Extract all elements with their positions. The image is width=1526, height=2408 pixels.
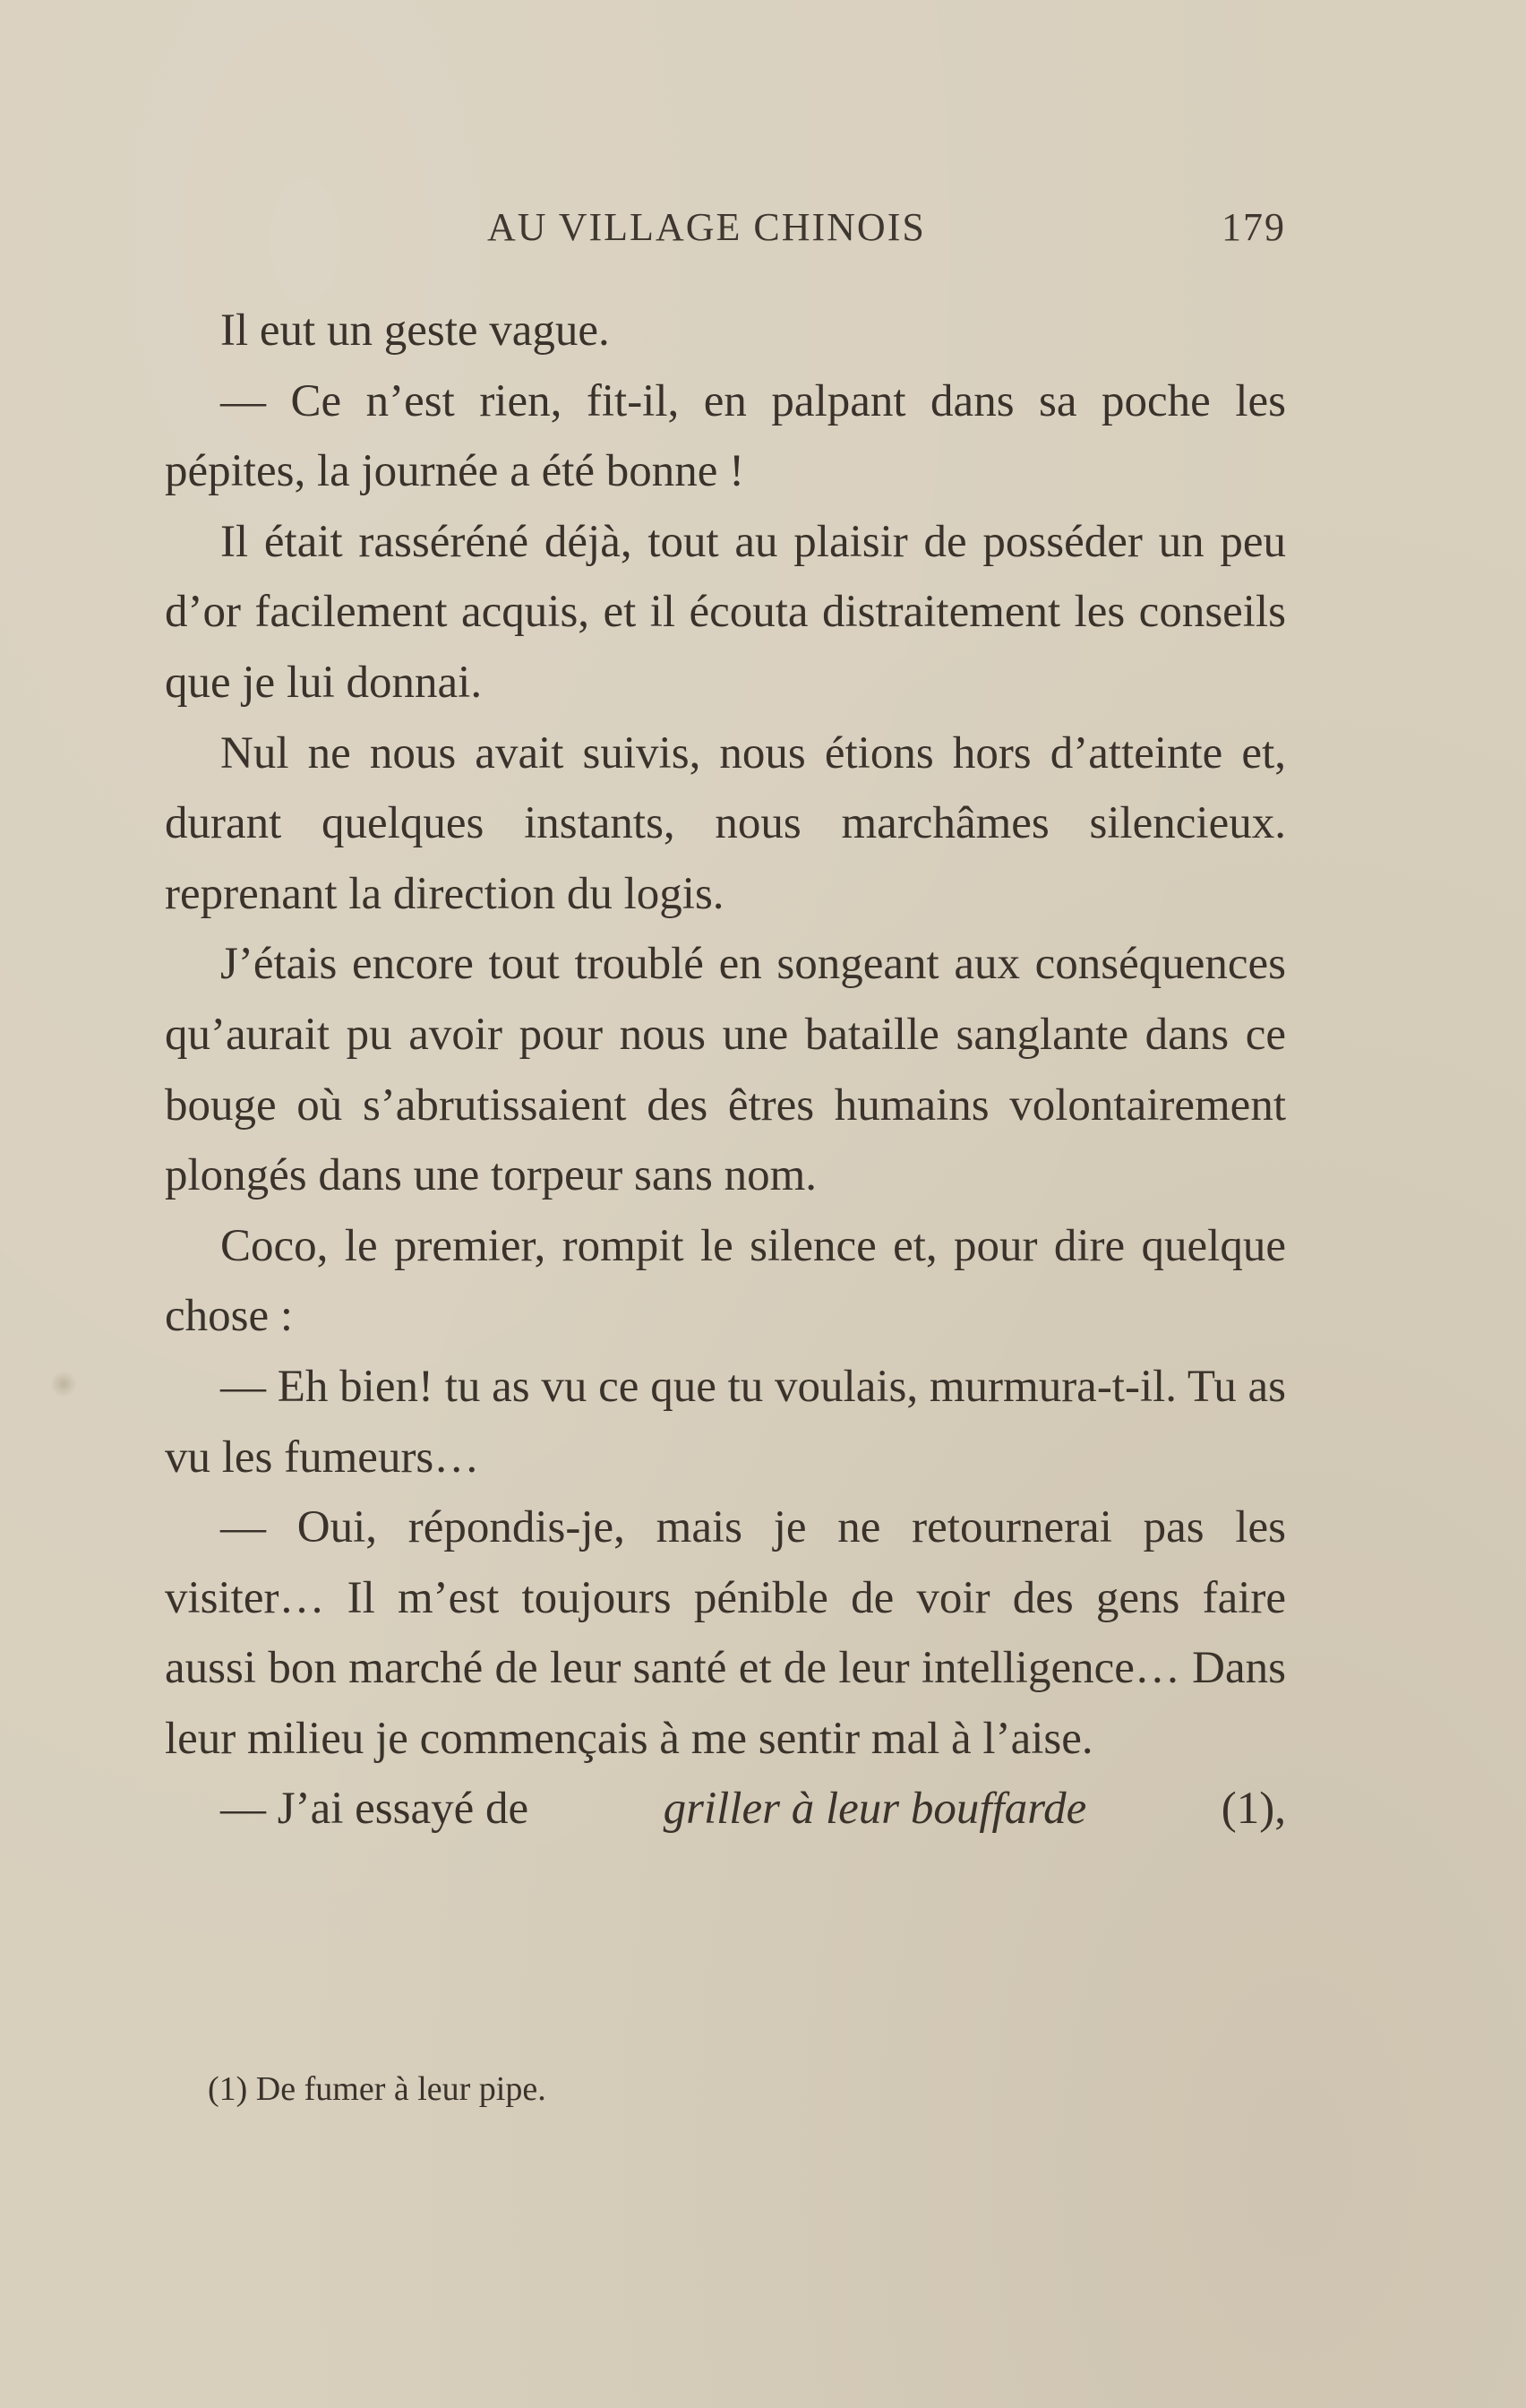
paragraph: Coco, le premier, rompit le silence et, pour dire quelque chose : xyxy=(165,1220,1286,1342)
page-number: 179 xyxy=(1222,205,1286,249)
running-head: AU VILLAGE CHINOIS xyxy=(487,205,926,249)
paper-stain xyxy=(50,1371,77,1398)
paragraph: J’étais encore tout troublé en songeant aux conséquences qu’aurait pu avoir pour nous une bataille sanglante dans ce bouge où s’abrutissaient des êtres humains volontairement plongés dans une torpeur sans nom. xyxy=(165,939,1286,1201)
body-text xyxy=(165,296,1286,1845)
paragraph: Il eut un geste vague. xyxy=(220,305,610,356)
paragraph: — Eh bien! tu as vu ce que tu voulais, murmura-t-il. Tu as vu les fumeurs… xyxy=(165,1361,1286,1483)
last-line-lead: — J’ai essayé de xyxy=(220,1784,529,1835)
last-line xyxy=(165,1774,1286,1845)
footnote: (1) De fumer à leur pipe. xyxy=(208,2070,546,2108)
paragraph: — Oui, répondis-je, mais je ne retournerai pas les visiter… Il m’est toujours pénible de voir des gens faire aussi bon marché de leur santé et de leur intelligence… Dans leur milieu je commençais à me sentir mal à l’aise. xyxy=(165,1502,1286,1764)
last-line-italic: griller à leur bouffarde xyxy=(663,1784,1087,1835)
paragraph: Il était rasséréné déjà, tout au plaisir de posséder un peu d’or facilement acquis, et il écouta distraitement les conseils que je lui donnai. xyxy=(165,516,1286,708)
paragraph: — Ce n’est rien, fit-il, en palpant dans sa poche les pépites, la journée a été bonne ! xyxy=(165,375,1286,497)
footnote-reference: (1), xyxy=(1221,1784,1286,1835)
page-header xyxy=(165,204,1286,258)
paragraph: Nul ne nous avait suivis, nous étions hors d’atteinte et, durant quelques instants, nous marchâmes silencieux. reprenant la direction du logis. xyxy=(165,727,1286,919)
